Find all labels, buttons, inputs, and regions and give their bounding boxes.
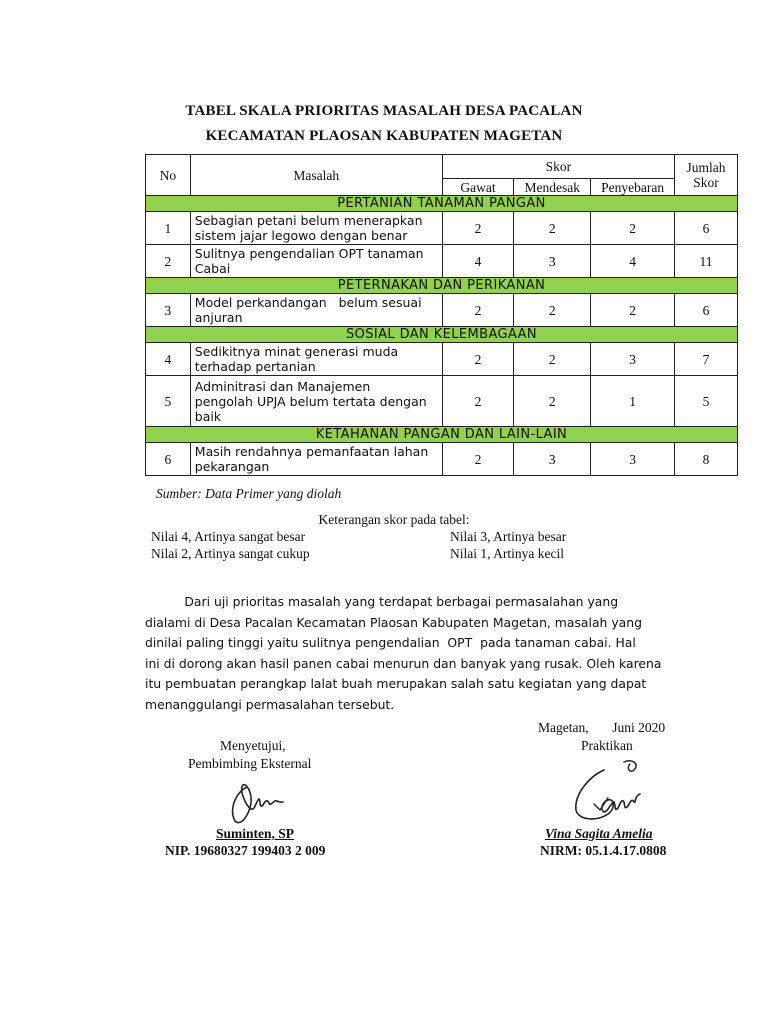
table-row [146,376,738,427]
table-row [146,294,738,327]
cell-gawat: 2 [442,343,514,376]
header-gawat: Gawat [442,179,514,196]
student-nirm: NIRM: 05.1.4.17.0808 [540,843,667,858]
paragraph-line: menanggulangi permasalahan tersebut. [145,696,395,712]
cell-no: 4 [146,343,191,376]
student-signature [568,758,650,828]
masalah-line: baik [194,408,222,424]
cell-no: 5 [146,376,191,427]
header-no: No [146,155,191,196]
cell-jumlah: 11 [675,245,738,278]
category-label: PETERNAKAN DAN PERIKANAN [146,278,738,294]
paragraph-line: dinilai paling tinggi yaitu sulitnya pengendalian OPT pada tanaman cabai. Hal [145,635,636,651]
supervisor-nip: NIP. 19680327 199403 2 009 [165,843,326,858]
cell-penyebaran: 1 [591,376,675,427]
masalah-line: terhadap pertanian [194,359,316,374]
masalah-line: Sedikitnya minat generasi muda [194,344,399,359]
cell-masalah [190,343,442,376]
masalah-line: Model perkandangan belum sesuai [194,295,422,310]
cell-mendesak: 3 [514,443,591,476]
cell-gawat: 4 [442,245,514,278]
supervisor-name: Suminten, SP [216,826,295,841]
masalah-line: pekarangan [194,459,270,474]
student-name: Vina Sagita Amelia [545,826,653,841]
cell-no: 3 [146,294,191,327]
document-title-line1: TABEL SKALA PRIORITAS MASALAH DESA PACALAN [185,103,583,119]
source-note: Sumber: Data Primer yang diolah [156,486,342,501]
legend-item: Nilai 3, Artinya besar [450,529,567,544]
cell-penyebaran: 3 [591,443,675,476]
header-mendesak: Mendesak [514,179,591,196]
masalah-line: Sebagian petani belum menerapkan [194,213,423,228]
document-title-line2: KECAMATAN PLAOSAN KABUPATEN MAGETAN [205,128,563,144]
paragraph-line: Dari uji prioritas masalah yang terdapat berbagai permasalahan yang [145,594,619,609]
masalah-line: pengolah UPJA belum tertata dengan [194,393,427,409]
masalah-line: anjuran [194,310,243,325]
cell-mendesak: 2 [514,343,591,376]
category-row [146,196,738,212]
cell-penyebaran: 2 [591,294,675,327]
category-label: KETAHANAN PANGAN DAN LAIN-LAIN [146,427,738,443]
masalah-line: Masih rendahnya pemanfaatan lahan [194,444,429,459]
masalah-line: sistem jajar legowo dengan benar [194,228,408,243]
cell-masalah [190,294,442,327]
category-label: SOSIAL DAN KELEMBAGAAN [146,327,738,343]
approval-label: Menyetujui, [220,738,286,753]
category-label: PERTANIAN TANAMAN PANGAN [146,196,738,212]
cell-mendesak: 2 [514,294,591,327]
cell-jumlah: 6 [675,294,738,327]
masalah-line: Sulitnya pengendalian OPT tanaman [194,246,424,261]
cell-penyebaran: 3 [591,343,675,376]
conclusion-paragraph [145,592,675,716]
cell-no: 6 [146,443,191,476]
legend-item: Nilai 1, Artinya kecil [450,546,564,561]
cell-mendesak: 2 [514,376,591,427]
header-jumlah-line1: Jumlah [686,160,726,175]
place-date: Magetan, Juni 2020 [538,720,666,735]
masalah-line: Adminitrasi dan Manajemen [194,378,371,394]
header-jumlah-skor [675,155,738,196]
praktikan-label: Praktikan [581,738,633,753]
cell-gawat: 2 [442,294,514,327]
legend-item: Nilai 4, Artinya sangat besar [151,529,306,544]
cell-masalah [190,245,442,278]
legend-title: Keterangan skor pada tabel: [318,512,470,527]
cell-masalah [190,443,442,476]
cell-jumlah: 5 [675,376,738,427]
legend-item: Nilai 2, Artinya sangat cukup [151,546,310,561]
paragraph-line: ini di dorong akan hasil panen cabai menurun dan banyak yang rusak. Oleh karena [145,655,662,671]
cell-penyebaran: 4 [591,245,675,278]
category-row [146,278,738,294]
cell-jumlah: 7 [675,343,738,376]
category-row [146,327,738,343]
category-row [146,427,738,443]
cell-jumlah: 6 [675,212,738,245]
priority-table [145,154,738,476]
header-jumlah-line2: Skor [693,175,719,190]
supervisor-role: Pembimbing Eksternal [188,756,312,771]
table-row [146,245,738,278]
cell-gawat: 2 [442,376,514,427]
supervisor-signature [225,775,305,830]
masalah-line: Cabai [194,261,231,276]
table-row [146,343,738,376]
cell-no: 2 [146,245,191,278]
cell-no: 1 [146,212,191,245]
cell-gawat: 2 [442,212,514,245]
cell-gawat: 2 [442,443,514,476]
header-masalah: Masalah [190,155,442,196]
header-skor: Skor [442,155,674,179]
paragraph-line: itu pembuatan perangkap lalat buah merupakan salah satu kegiatan yang dapat [145,676,647,692]
cell-mendesak: 2 [514,212,591,245]
cell-penyebaran: 2 [591,212,675,245]
paragraph-line: dialami di Desa Pacalan Kecamatan Plaosan Kabupaten Magetan, masalah yang [145,614,642,630]
cell-jumlah: 8 [675,443,738,476]
cell-masalah [190,376,442,427]
header-penyebaran: Penyebaran [591,179,675,196]
cell-masalah [190,212,442,245]
cell-mendesak: 3 [514,245,591,278]
table-row [146,443,738,476]
table-row [146,212,738,245]
